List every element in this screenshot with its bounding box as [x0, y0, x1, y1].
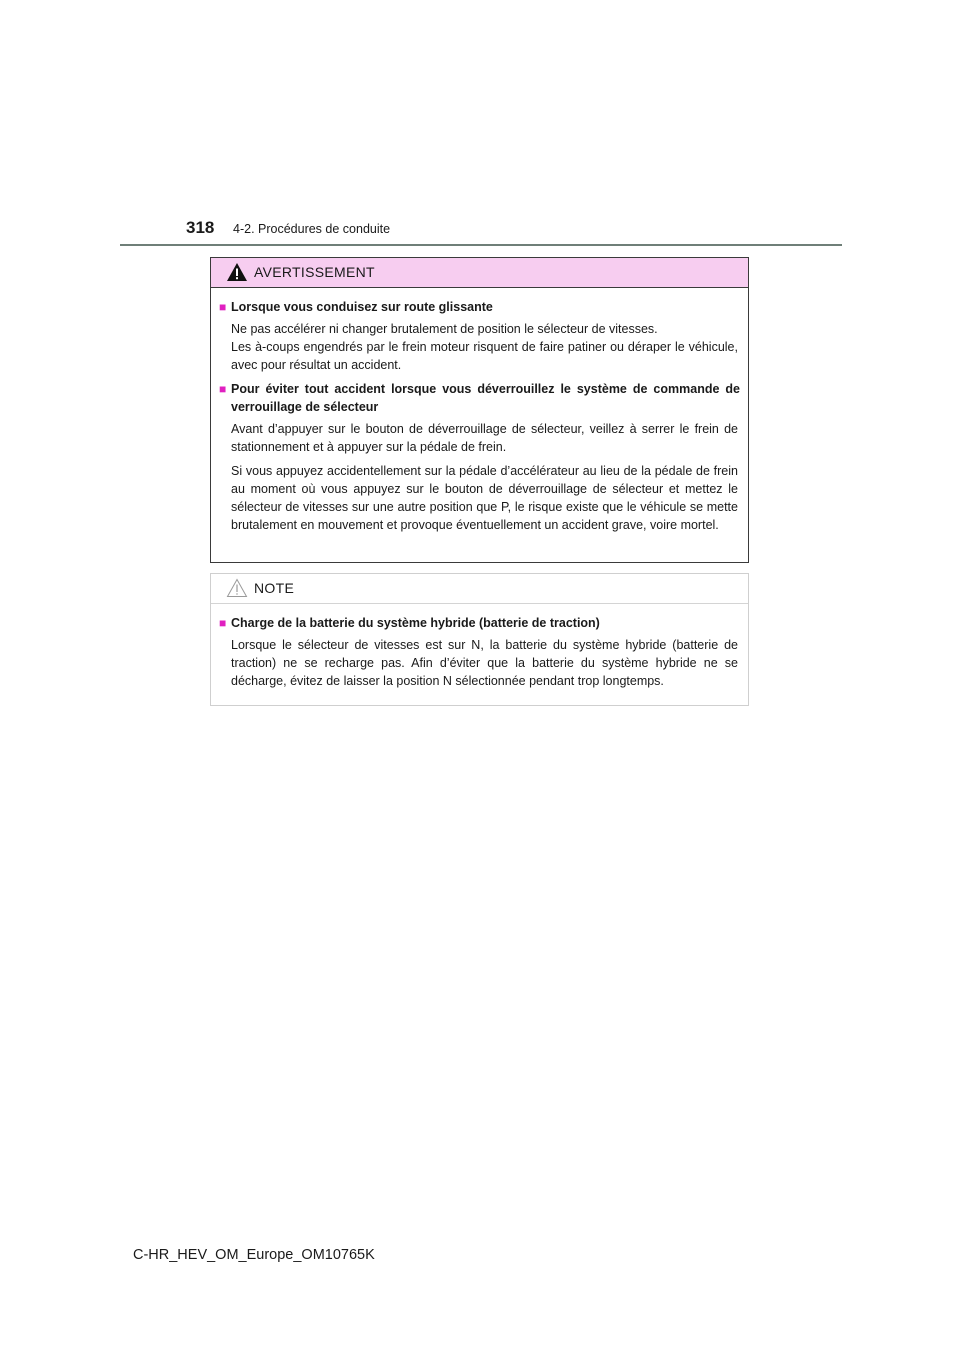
page-number: 318 — [186, 218, 215, 237]
header-rule — [120, 244, 842, 246]
square-bullet-icon: ■ — [219, 616, 227, 630]
warning-box-header — [211, 258, 748, 288]
note-label: NOTE — [254, 580, 295, 596]
warning-box-body — [211, 288, 748, 534]
note-box-body — [211, 604, 748, 690]
document-code: C-HR_HEV_OM_Europe_OM10765K — [133, 1247, 375, 1263]
warning-paragraph: Avant d’appuyer sur le bouton de déverrouillage de sélecteur, veillez à serrer le frein de stationnement et à appuyer sur la pédale de frein. — [231, 422, 738, 454]
note-box — [210, 573, 749, 706]
note-paragraph: Lorsque le sélecteur de vitesses est sur N, la batterie du système hybride (batterie de traction) ne se recharge pas. Afin d’éviter que la batterie du système hybride ne se décharge, évitez de laisser la position N sélectionnée pendant trop longtemps. — [231, 638, 738, 688]
warning-paragraph: Les à-coups engendrés par le frein moteur risquent de faire patiner ou déraper le véhicule, avec pour résultat un accident. — [231, 340, 738, 372]
warning-paragraph: Ne pas accélérer ni changer brutalement de position le sélecteur de vitesses. — [231, 322, 658, 336]
warning-item-title: ■ Lorsque vous conduisez sur route glissante — [219, 300, 493, 314]
warning-label: AVERTISSEMENT — [254, 264, 375, 280]
square-bullet-icon: ■ — [219, 382, 227, 396]
warning-box — [210, 257, 749, 563]
warning-item-title: ■ Pour éviter tout accident lorsque vous déverrouillez le système de commande de verrouillage de sélecteur — [219, 382, 740, 414]
note-box-header — [211, 574, 748, 604]
caution-triangle-outline-icon — [226, 578, 248, 598]
section-title: 4-2. Procédures de conduite — [233, 222, 391, 236]
note-item-title: ■ Charge de la batterie du système hybride (batterie de traction) — [219, 616, 600, 630]
warning-triangle-icon — [226, 262, 248, 282]
warning-paragraph: Si vous appuyez accidentellement sur la pédale d’accélérateur au lieu de la pédale de frein au moment où vous appuyez sur le bouton de déverrouillage de sélecteur et mettez le sélecteur de vitesses sur une autre position que P, le risque existe que le véhicule se mette brutalement en mouvement et provoque éventuellement un accident grave, voire mortel. — [231, 464, 738, 532]
square-bullet-icon: ■ — [219, 300, 227, 314]
